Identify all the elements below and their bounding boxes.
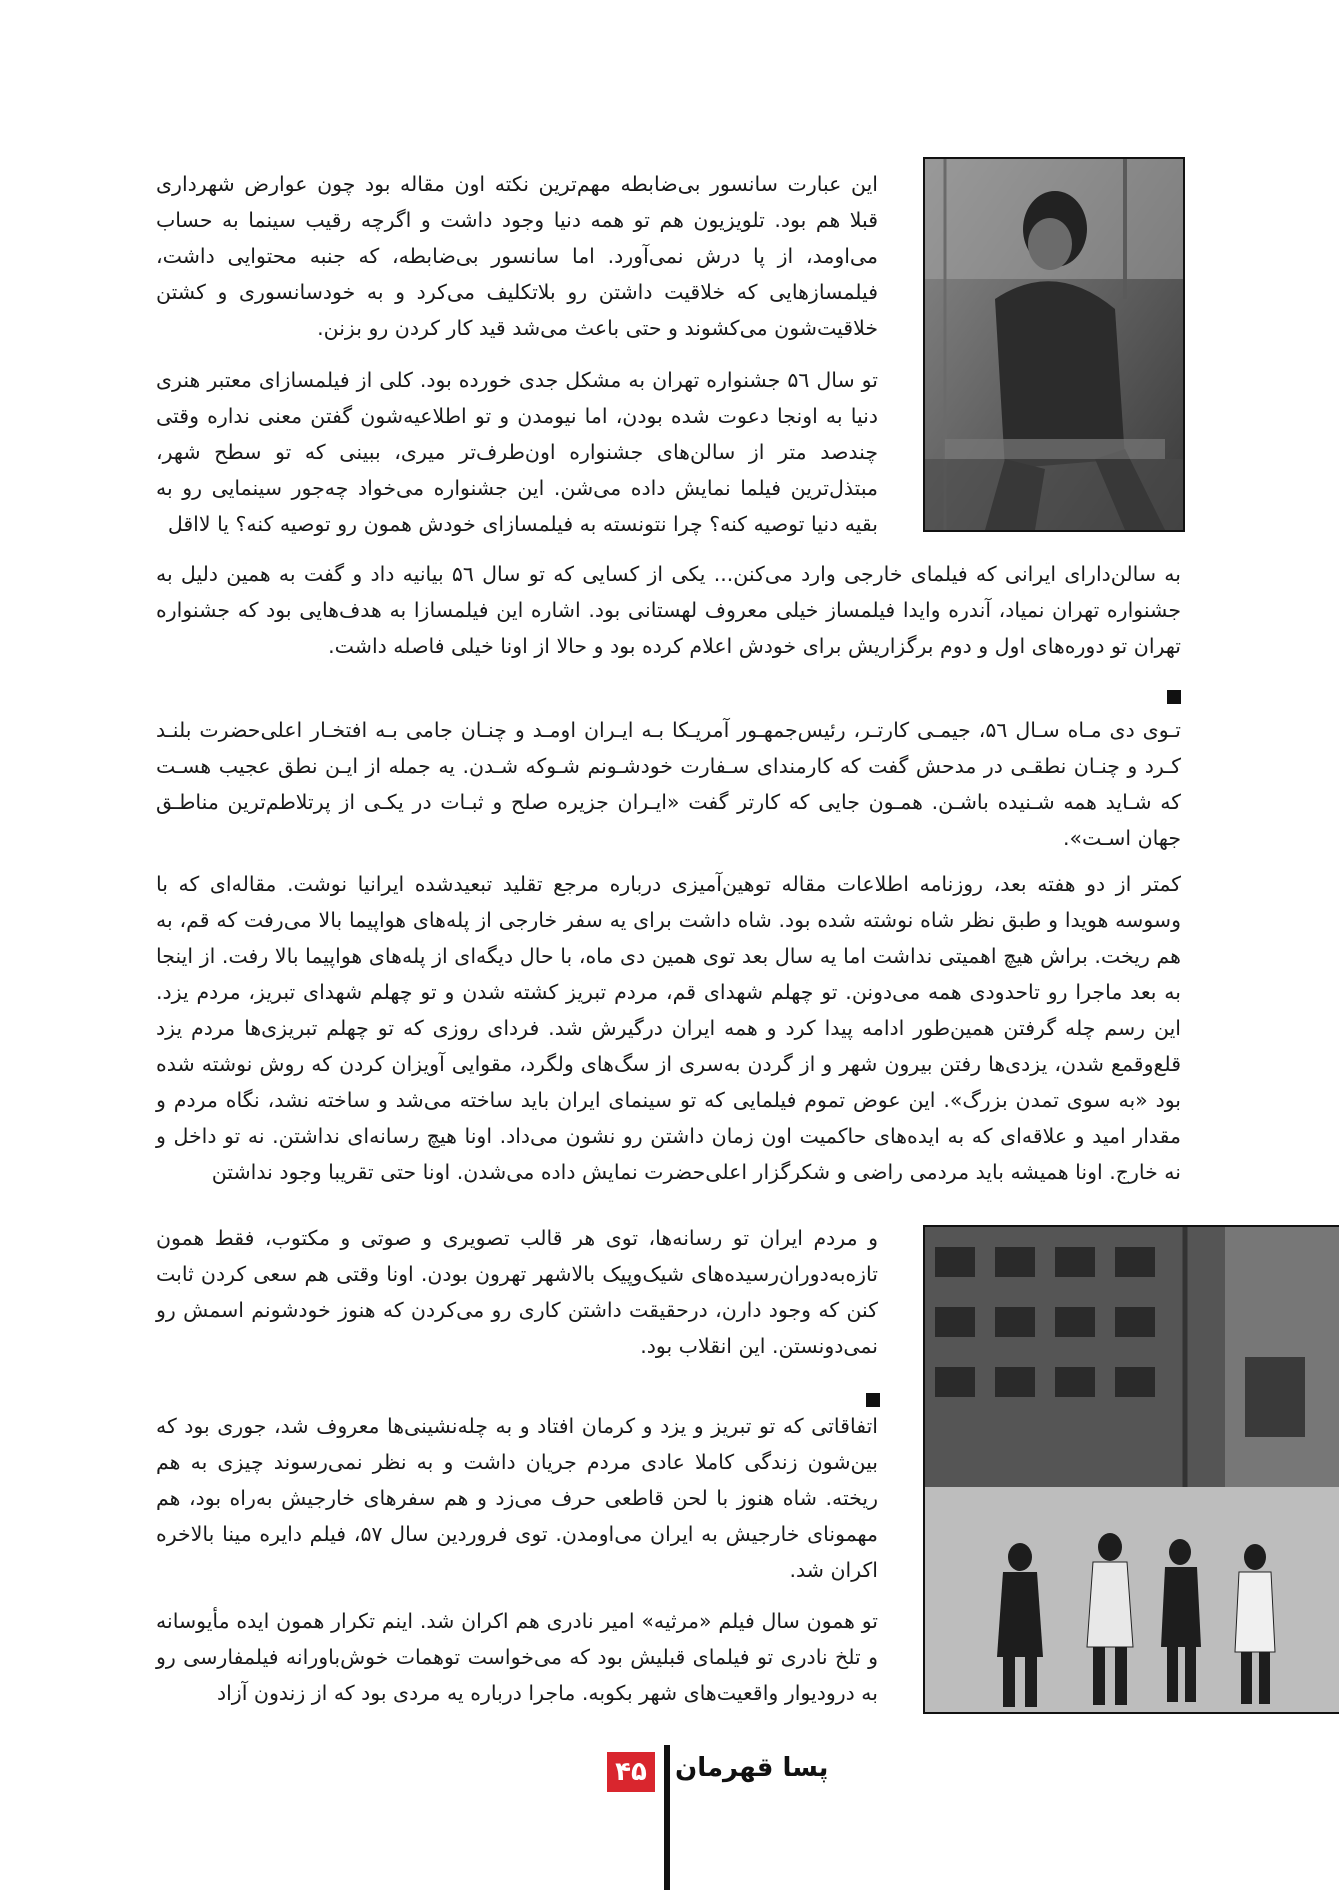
section2-bullet (1167, 690, 1181, 704)
section1-paragraph-2b: به سالن‌دارای ایرانی که فیلمای خارجی وارد می‌کنن... یکی از کسایی که تو سال ۵٦ بیانیه داد و گفت به همین دلیل به جشنواره تهران نمیاد، آندره وایدا فیلمساز خیلی معروف لهستانی بود. اشاره این فیلمسازا به هدف‌هایی بود که جشنواره تهران تو دوره‌های اول و دوم برگزاریش برای خودش اعلام کرده بود و حالا از اونا خیلی فاصله داشت. (156, 562, 1181, 658)
photo-street-scene-icon (925, 1227, 1339, 1712)
section1-paragraph-2a: تو سال ۵٦ جشنواره تهران به مشکل جدی خورده بود. کلی از فیلمسازای معتبر هنری دنیا به اونجا دعوت شده بودن، اما نیومدن و تو اطلاعیه‌شون گفتن معنی نداره وقتی چندصد متر از سالن‌های جشنواره اون‌طرف‌تر میری، ببینی که تو سطح شهر، مبتذل‌ترین فیلما نمایش داده می‌شن. این جشنواره می‌خواد چه‌جور سینمایی رو به بقیه دنیا توصیه کنه؟ چرا نتونسته به فیلمسازای خودش همون رو توصیه کنه؟ یا لااقل (156, 368, 878, 536)
magazine-brand: پسا قهرمان (675, 1753, 829, 1783)
photo-man-seated-icon (925, 159, 1183, 530)
section2-paragraph-2a: کمتر از دو هفته بعد، روزنامه اطلاعات مقاله توهین‌آمیزی درباره مرجع تقلید تبعیدشده ایرانیا نوشت. مقاله‌ای که با وسوسه هویدا و طبق نظر شاه نوشته شده بود. شاه داشت برای یه سفر خارجی از پله‌های هواپیما بالا می‌رفت که قم، به هم ریخت. براش هیچ اهمیتی نداشت اما یه سال بعد توی همین دی ماه، با حال دیگه‌ای از پله‌های هواپیما بالا رفت. از اینجا به بعد ماجرا رو تاحدودی همه می‌دونن. تو چهلم شهدای قم، مردم تبریز کشته شدن و تو چهلم شهدای تبریز، مردم یزد. این رسم چله گرفتن همین‌طور ادامه پیدا کرد و همه ایران درگیرش شد. فردای روزی که تو چهلم تبریزی‌ها مردم یزد قلع‌وقمع شدن، یزدی‌ها رفتن بیرون شهر و از گردن به‌سری از سگ‌های ولگرد، مقوایی آویزان کردن که روش نوشته شده بود «به سوی تمدن بزرگ». این عوض تموم فیلمایی که تو سینمای ایران باید ساخته می‌شد و ساخته نشد، نگاه مردم و مقدار امید و علاقه‌ای که به ایده‌های حاکمیت اون زمان داشتن رو نشون می‌داد. اونا هیچ رسانه‌ای نداشتن. نه تو داخل و نه خارج. اونا همیشه باید مردمی راضی و شکرگزار اعلی‌حضرت نمایش داده می‌شدن. اونا حتی تقریبا وجود نداشتن (156, 872, 1181, 1184)
section3-paragraph-1: اتفاقاتی که تو تبریز و یزد و کرمان افتاد و به چله‌نشینی‌ها معروف شد، جوری بود که بین‌شون زندگی کاملا عادی مردم جریان داشت و به نظر نمی‌رسوند چیزی به هم ریخته. شاه هنوز با لحن قاطعی حرف می‌زد و هم سفرهای خارجیش به‌راه بود، هم مهمونای خارجیش به ایران می‌اومدن. توی فروردین سال ۵۷، فیلم دایره مینا بالاخره اکران شد. (156, 1414, 878, 1582)
photo-man-seated (923, 157, 1185, 532)
photo-street-scene (923, 1225, 1339, 1714)
section3-bullet (866, 1393, 880, 1407)
section1-paragraph-1: این عبارت سانسور بی‌ضابطه مهم‌ترین نکته اون مقاله بود چون عوارض شهرداری قبلا هم بود. تلویزیون هم تو همه دنیا وجود داشت و اگرچه رقیب سینما به حساب می‌اومد، از پا درش نمی‌آورد. اما سانسور بی‌ضابطه، که جنبه محتوایی داشت، فیلمسازهایی که خلاقیت داشتن رو بلاتکلیف می‌کرد و به خودسانسوری و کشتن خلاقیت‌شون می‌کشوند و حتی باعث می‌شد قید کار کردن رو بزنن. (156, 172, 878, 340)
footer-divider (664, 1745, 670, 1890)
section3-paragraph-2: تو همون سال فیلم «مرثیه» امیر نادری هم اکران شد. اینم تکرار همون ایده مأیوسانه و تلخ نادری تو فیلمای قبلیش بود که می‌خواست توهمات خوش‌باورانه فیلمفارسی رو به درودیوار واقعیت‌های شهر بکوبه. ماجرا درباره یه مردی بود که از زندون آزاد (156, 1609, 878, 1705)
section2-paragraph-2b: و مردم ایران تو رسانه‌ها، توی هر قالب تصویری و صوتی و مکتوب، فقط همون تازه‌به‌دوران‌رسیده‌های شیک‌وپیک بالاشهر تهرون بودن. اونا وقتی هم سعی کردن ثابت کنن که وجود دارن، درحقیقت داشتن کاری رو می‌کردن که هنوز خودشونم اسمش رو نمی‌دونستن. این انقلاب بود. (156, 1226, 878, 1358)
page-number: ۴۵ (607, 1752, 655, 1792)
section2-paragraph-1: تـوی دی مـاه سـال ۵٦، جیمـی کارتـر، رئیس‌جمهـور آمریـکا بـه ایـران اومـد و چنـان جامی بـه افتخـار اعلی‌حضرت بلنـد کـرد و چنـان نطقـی در مدحش گفت که کارمندای سـفارت خودشـونم شـوکه شـدن. یه جمله از ایـن نطق عجیب هسـت که شـاید همه شـنیده باشـن. همـون جایی که کارتر گفت «ایـران جزیره صلح و ثبـات در یکـی از پرتلاطم‌ترین مناطـق جهان اسـت». (156, 718, 1181, 850)
